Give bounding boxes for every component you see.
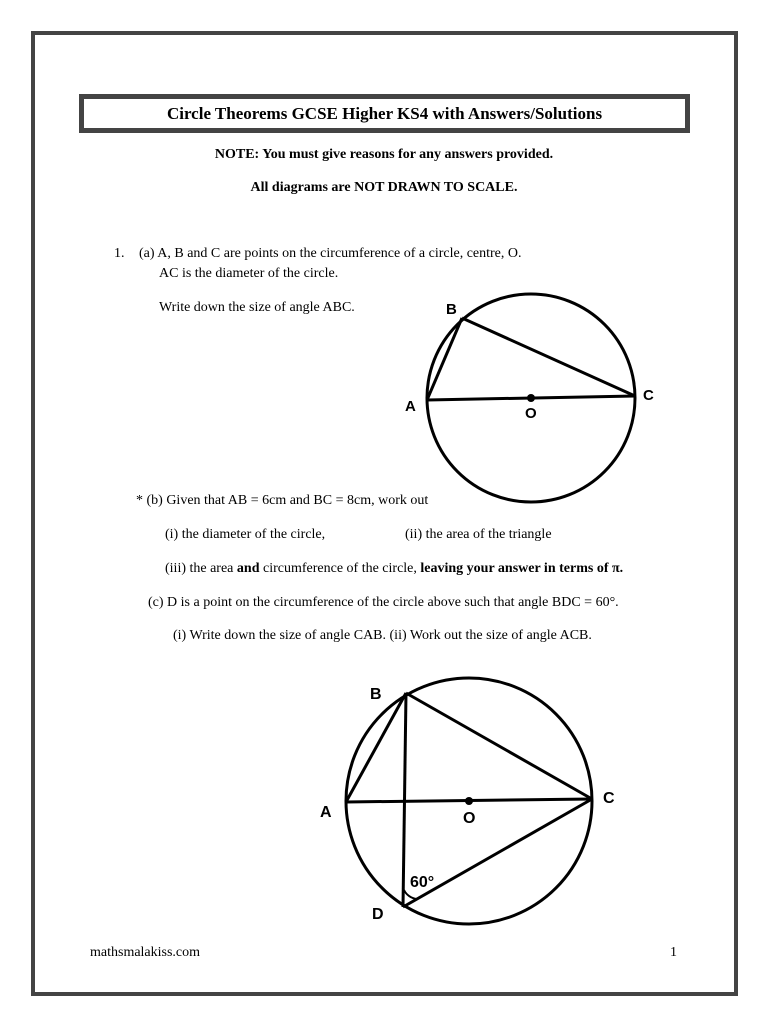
chord-bd-2 [403, 693, 406, 907]
centre-point-1 [527, 394, 535, 402]
label-b-1: B [446, 301, 457, 318]
page-title: Circle Theorems GCSE Higher KS4 with Answers/Solutions [79, 94, 690, 133]
footer-site: mathsmalakiss.com [90, 945, 201, 960]
label-c-1: C [643, 387, 654, 404]
part-b-intro: * (b) Given that AB = 6cm and BC = 8cm, work out [136, 493, 429, 508]
label-b-2: B [370, 686, 382, 703]
label-o-1: O [525, 405, 537, 422]
label-c-2: C [603, 790, 615, 807]
part-a-line1: (a) A, B and C are points on the circumference of a circle, centre, O. [139, 246, 522, 261]
part-b-iii: (iii) the area and circumference of the circle, leaving your answer in terms of π. [165, 561, 624, 576]
part-c-intro: (c) D is a point on the circumference of the circle above such that angle BDC = 60°. [148, 595, 619, 610]
part-c-tasks: (i) Write down the size of angle CAB. (ii) Work out the size of angle ACB. [173, 628, 592, 643]
chord-ab-1 [427, 318, 462, 400]
chord-bc-2 [406, 693, 592, 799]
chord-ab-2 [346, 693, 406, 802]
part-a-task: Write down the size of angle ABC. [159, 300, 355, 315]
part-b-i: (i) the diameter of the circle, [165, 527, 326, 542]
page-number: 1 [670, 945, 677, 960]
part-b-ii: (ii) the area of the triangle [405, 527, 552, 542]
label-o-2: O [463, 810, 476, 827]
question-number: 1. [114, 246, 125, 261]
label-angle-60: 60° [410, 874, 435, 891]
diagram-abcd [320, 678, 615, 924]
label-a-1: A [405, 398, 416, 415]
scale-note: All diagrams are NOT DRAWN TO SCALE. [250, 180, 518, 195]
reasons-note: NOTE: You must give reasons for any answers provided. [214, 147, 554, 162]
label-d-2: D [372, 906, 384, 923]
part-a-line2: AC is the diameter of the circle. [159, 266, 339, 281]
angle-arc-bdc [404, 890, 417, 899]
centre-point-2 [465, 797, 473, 805]
label-a-2: A [320, 804, 332, 821]
diagram-abc [405, 294, 654, 502]
